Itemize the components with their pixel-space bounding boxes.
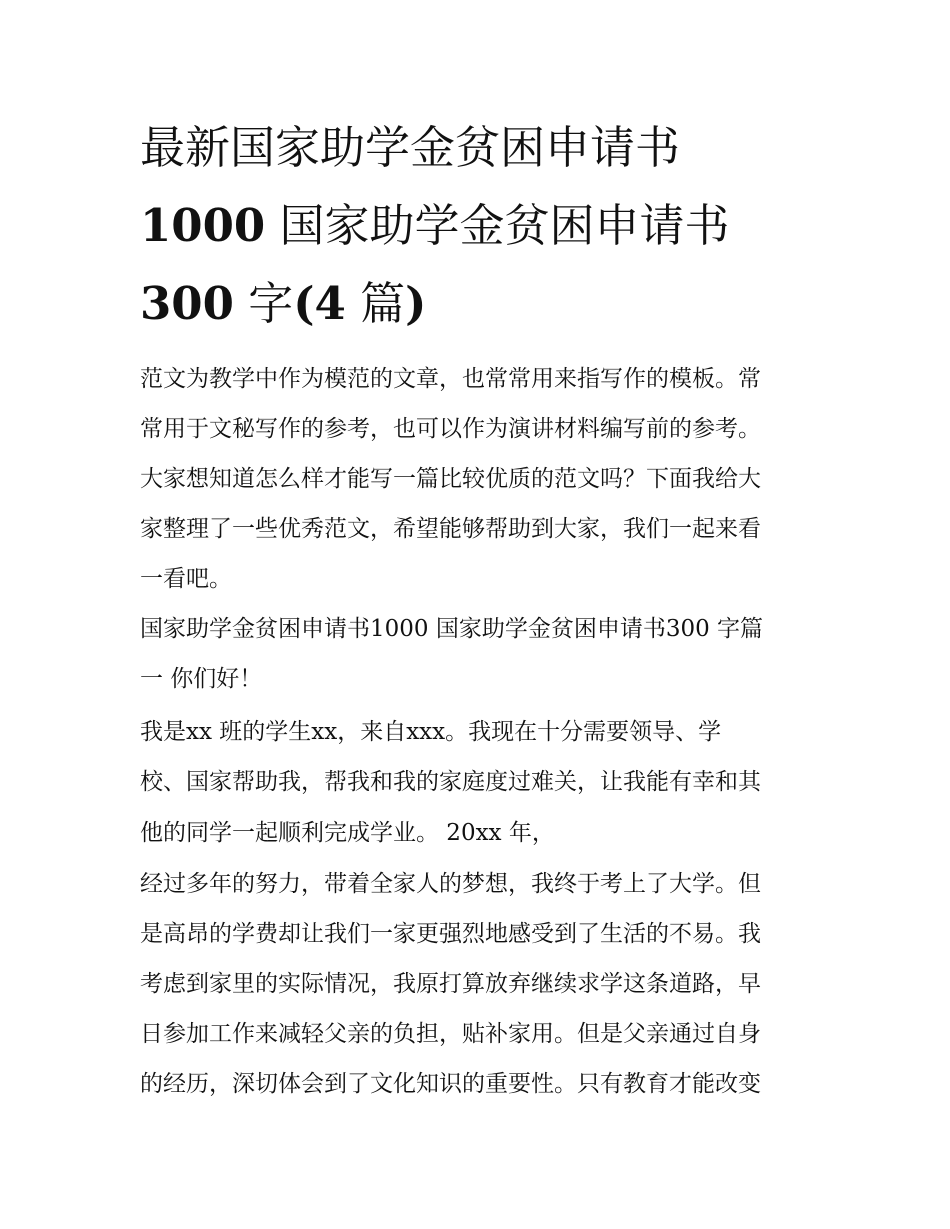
body-line: 日参加工作来减轻父亲的负担，贴补家用。但是父亲通过自身 <box>140 1021 761 1047</box>
title-paren-close: ) <box>405 277 427 330</box>
body-line: 家整理了一些优秀范文，希望能够帮助到大家，我们一起来看 <box>140 516 761 542</box>
body-line: 一看吧。 <box>140 566 232 592</box>
body-line: 国家助学金贫困申请书1000 国家助学金贫困申请书300 字篇 <box>140 616 764 642</box>
body-line: 范文为教学中作为模范的文章，也常常用来指写作的模板。常 <box>140 366 761 392</box>
body-line: 常用于文秘写作的参考，也可以作为演讲材料编写前的参考。 <box>140 416 761 442</box>
title-text: 篇 <box>345 277 406 330</box>
title-text: 国家助学金贫困申请书 <box>265 199 730 252</box>
document-title-line-1 <box>140 118 680 178</box>
body-line: 大家想知道怎么样才能写一篇比较优质的范文吗？下面我给大 <box>140 466 761 492</box>
document-title-line-3 <box>140 274 426 334</box>
title-paren-open: (4 <box>293 277 346 330</box>
body-line: 他的同学一起顺利完成学业。 20xx 年， <box>140 820 555 846</box>
body-line: 是高昂的学费却让我们一家更强烈地感受到了生活的不易。我 <box>140 921 761 947</box>
body-line: 的经历，深切体会到了文化知识的重要性。只有教育才能改变 <box>140 1071 761 1097</box>
body-line: 经过多年的努力，带着全家人的梦想，我终于考上了大学。但 <box>140 871 761 897</box>
body-line: 我是xx 班的学生xx，来自xxx。我现在十分需要领导、学 <box>140 719 722 745</box>
title-text: 最新国家助学金贫困申请书 <box>140 121 681 174</box>
body-line: 一 你们好！ <box>140 666 263 692</box>
title-text: 字 <box>233 277 294 330</box>
body-line: 校、国家帮助我，帮我和我的家庭度过难关，让我能有幸和其 <box>140 769 761 795</box>
title-number: 300 <box>140 277 234 330</box>
title-number: 1000 <box>140 199 266 252</box>
document-title-line-2 <box>140 196 730 256</box>
body-line: 考虑到家里的实际情况，我原打算放弃继续求学这条道路，早 <box>140 971 761 997</box>
